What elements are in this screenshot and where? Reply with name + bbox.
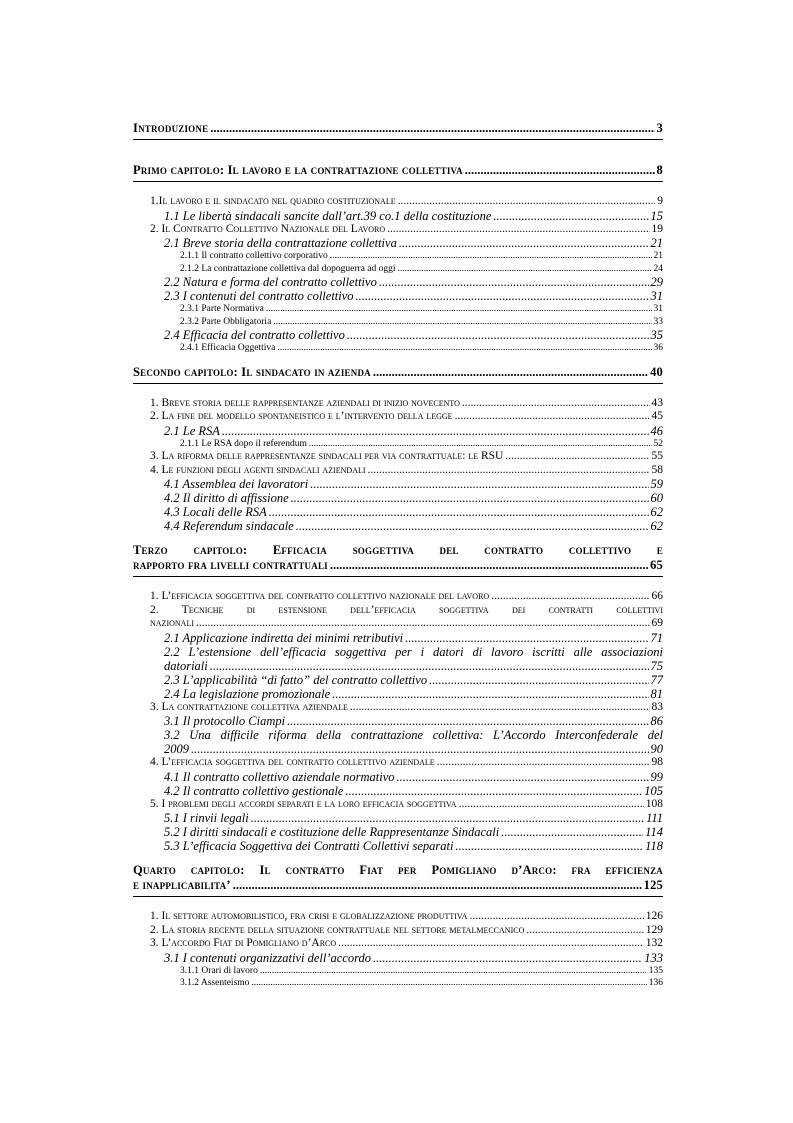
toc-entry-first-line: Quarto capitolo: Il contratto Fiat per Pomigliano d’Arco: fra efficienza (133, 863, 663, 877)
toc-entry-label: rapporto fra livelli contrattuali (133, 558, 328, 572)
toc-entry-page: 81 (650, 686, 663, 701)
toc-entry-page: 43 (651, 396, 663, 409)
toc-entry-page: 65 (650, 558, 663, 572)
toc-entry-page: 59 (650, 477, 663, 491)
dot-leader (309, 438, 652, 451)
toc-entry-page: 31 (650, 289, 663, 303)
toc-entry (133, 673, 663, 687)
dot-leader (251, 811, 644, 825)
toc-entry-page: 21 (650, 236, 663, 250)
toc-entry (133, 263, 663, 276)
toc-entry-page: 136 (648, 978, 663, 988)
toc-entry-page: 90 (650, 742, 663, 756)
toc-entry-label: Introduzione (133, 121, 209, 135)
toc-entry (133, 519, 663, 533)
toc-entry (133, 121, 663, 136)
toc-entry (133, 631, 663, 645)
dot-leader (210, 121, 654, 136)
dot-leader (459, 798, 644, 812)
dot-leader (332, 687, 648, 701)
toc-entry (133, 701, 663, 715)
dot-leader (291, 491, 649, 505)
spacer (133, 853, 663, 863)
toc-entry-page: 118 (645, 839, 663, 853)
dot-leader (505, 450, 649, 464)
dot-leader (330, 558, 648, 573)
toc-entry-label: 4.1 Il contratto collettivo aziendale normativo (164, 769, 395, 784)
toc-entry-page: 129 (645, 923, 663, 936)
dot-leader (296, 519, 649, 533)
dot-leader (260, 965, 647, 978)
toc-entry-page: 9 (657, 195, 663, 207)
toc-entry-label: Secondo capitolo: Il sindacato in azienda (133, 364, 371, 379)
toc-entry-page: 86 (650, 714, 663, 728)
toc-entry-page: 15 (650, 208, 663, 223)
dot-leader (501, 825, 643, 839)
toc-entry (133, 839, 663, 853)
toc-entry (133, 410, 663, 424)
toc-entry-page: 135 (648, 965, 663, 976)
dot-leader (405, 631, 648, 645)
dot-leader (455, 410, 650, 424)
dot-leader (469, 910, 643, 924)
toc-entry (133, 878, 663, 893)
dot-leader (368, 464, 650, 478)
toc-entry-label: 1. Breve storia delle rappresentanze aziendali di inizio novecento (150, 396, 460, 409)
toc-entry-page: 19 (651, 222, 663, 235)
toc-entry (133, 756, 663, 770)
dot-leader (266, 303, 652, 316)
toc-entry-page: 108 (645, 797, 663, 810)
toc-entry (133, 951, 663, 965)
dot-leader (330, 250, 652, 263)
toc-entry-label: e inapplicabilita’ (133, 878, 231, 892)
toc-entry-first-line: 2. Tecniche di estensione dell’efficacia soggettiva dei contratti collettivi (150, 603, 663, 616)
toc-entry-label: 2009 (164, 742, 189, 756)
toc-entry-page: 33 (653, 316, 663, 327)
toc-entry (133, 977, 663, 990)
toc-entry (133, 250, 663, 263)
dot-leader (269, 505, 649, 519)
toc-entry-label: 2.3.1 Parte Normativa (180, 304, 264, 314)
toc-entry-first-line: 2.2 L’estensione dell’efficacia soggettiva per i datori di lavoro iscritti alle associazioni (164, 644, 663, 659)
toc-entry (133, 910, 663, 924)
toc-entry (133, 316, 663, 329)
toc-entry-label: 2.2 Natura e forma del contratto collettivo (164, 275, 377, 289)
dot-leader (398, 195, 656, 209)
toc-entry-label: 3. La riforma delle rappresentanze sindacali per via contrattuale: le RSU (150, 450, 504, 462)
dot-leader (251, 977, 646, 990)
toc-entry-label: 2.1 Le RSA (164, 423, 220, 438)
spacer (133, 153, 663, 163)
toc-entry-label: 1. L’efficacia soggettiva del contratto collettivo nazionale del lavoro (150, 590, 490, 602)
toc-entry-page: 35 (650, 328, 663, 342)
toc-entry-page: 132 (645, 937, 663, 949)
toc-entry-page: 31 (653, 304, 663, 314)
toc-entry-first-line: Terzo capitolo: Efficacia soggettiva del contratto collettivo e (133, 543, 663, 557)
toc-entry (133, 742, 663, 756)
dot-leader (191, 742, 649, 756)
toc-entry (133, 342, 663, 355)
toc-entry (133, 328, 663, 342)
dot-leader (350, 701, 650, 715)
dot-leader (310, 477, 648, 491)
dot-leader (373, 365, 648, 380)
toc-entry-page: 111 (646, 811, 663, 825)
toc-entry-label: 2. La storia recente della situazione contrattuale nel settore metalmeccanico (150, 923, 525, 936)
toc-entry (133, 163, 663, 178)
toc-entry-page: 133 (644, 950, 663, 965)
toc-entry-label: 2.4 Efficacia del contratto collettivo (164, 328, 345, 342)
dot-leader (356, 289, 649, 303)
dot-leader (196, 617, 650, 631)
toc-entry-page: 21 (653, 251, 663, 261)
toc-entry-label: 1.Il lavoro e il sindacato nel quadro costituzionale (150, 195, 396, 207)
toc-entry-page: 105 (644, 783, 663, 798)
toc-entry-page: 55 (651, 450, 663, 462)
toc-entry-label: 4.3 Locali delle RSA (164, 505, 267, 519)
toc-entry-label: 4.2 Il diritto di affissione (164, 491, 289, 505)
toc-entry (133, 825, 663, 839)
spacer (133, 140, 663, 153)
toc-entry-label: 2.4.1 Efficacia Oggettiva (180, 343, 276, 353)
toc-entry-label: 5.2 I diritti sindacali e costituzione delle Rappresentanze Sindacali (164, 825, 500, 839)
toc-entry (133, 558, 663, 573)
dot-leader (277, 342, 651, 355)
toc-entry-label: 4.1 Assemblea dei lavoratori (164, 477, 309, 491)
toc-entry-label: 3. La contrattazione collettiva aziendale (150, 700, 348, 713)
toc-entry-page: 71 (650, 630, 663, 645)
toc-entry (133, 450, 663, 464)
toc-entry-page: 66 (651, 590, 663, 602)
toc-entry (133, 937, 663, 951)
toc-entry (133, 195, 663, 209)
toc-entry-page: 98 (651, 756, 663, 768)
toc-entry-page: 46 (650, 423, 663, 438)
toc-entry-page: 40 (650, 364, 663, 379)
toc-entry-label: 4. L’efficacia soggettiva del contratto collettivo aziendale (150, 756, 435, 768)
toc-entry-label: 2.1 Applicazione indiretta dei minimi retributivi (164, 630, 404, 645)
toc-entry-page: 8 (656, 163, 663, 177)
toc-entry (133, 236, 663, 250)
toc-entry-label: 3.1.1 Orari di lavoro (180, 965, 258, 976)
toc-entry-label: 5.1 I rinvii legali (164, 811, 249, 825)
toc-entry (133, 714, 663, 728)
spacer (133, 897, 663, 910)
toc-entry-label: 2.4 La legislazione promozionale (164, 686, 331, 701)
dot-leader (429, 673, 648, 687)
toc-entry-page: 83 (651, 700, 663, 713)
dot-leader (345, 784, 642, 798)
dot-leader (398, 263, 652, 276)
toc-entry-label: 2.1 Breve storia della contrattazione collettiva (164, 236, 397, 250)
dot-leader (273, 316, 651, 329)
toc-entry-label: 3. L’accordo Fiat di Pomigliano d’Arco (150, 937, 337, 949)
toc-entry-page: 99 (650, 769, 663, 784)
dot-leader (399, 236, 649, 250)
toc-entry (133, 965, 663, 978)
spacer (133, 182, 663, 195)
spacer (133, 533, 663, 543)
toc-entry-page: 3 (656, 121, 663, 135)
toc-entry-label: datoriali (164, 658, 208, 673)
toc-entry (133, 798, 663, 812)
toc-entry-page: 77 (650, 672, 663, 687)
dot-leader (210, 659, 649, 673)
toc-entry-label: 4.2 Il contratto collettivo gestionale (164, 783, 344, 798)
toc-entry-label: 2. La fine del modello spontaneistico e l’intervento della legge (150, 410, 453, 422)
dot-leader (491, 590, 649, 604)
toc-entry (133, 477, 663, 491)
table-of-contents (133, 121, 663, 990)
toc-entry (133, 491, 663, 505)
toc-entry-label: Primo capitolo: Il lavoro e la contrattazione collettiva (133, 163, 463, 177)
toc-entry-page: 62 (650, 505, 663, 519)
toc-entry (133, 223, 663, 237)
toc-entry (133, 811, 663, 825)
dot-leader (347, 328, 649, 342)
toc-entry (133, 289, 663, 303)
toc-entry (133, 784, 663, 798)
spacer (133, 577, 663, 590)
toc-entry (133, 659, 663, 673)
toc-entry-first-line: 3.2 Una difficile riforma della contrattazione collettiva: L’Accordo Interconfederale del (164, 728, 663, 742)
toc-entry-page: 52 (653, 438, 663, 449)
toc-entry-label: 2.1.2 La contrattazione collettiva dal dopoguerra ad oggi (180, 263, 396, 274)
toc-entry-label: 2.3 I contenuti del contratto collettivo (164, 289, 354, 303)
toc-entry-label: 2.3 L’applicabilità “di fatto” del contratto collettivo (164, 672, 428, 687)
toc-entry-page: 60 (650, 491, 663, 505)
toc-entry-page: 29 (650, 275, 663, 289)
toc-entry-label: 1.1 Le libertà sindacali sancite dall’art.39 co.1 della costituzione (164, 208, 492, 223)
spacer (133, 355, 663, 365)
toc-entry (133, 590, 663, 604)
toc-entry-label: 5. I problemi degli accordi separati e la loro efficacia soggettiva (150, 797, 457, 810)
toc-entry-label: 2.1.1 Il contratto collettivo corporativo (180, 251, 328, 261)
dot-leader (526, 924, 643, 938)
toc-entry-page: 58 (651, 463, 663, 476)
toc-entry (133, 924, 663, 938)
toc-entry (133, 275, 663, 289)
toc-entry (133, 687, 663, 701)
dot-leader (222, 424, 649, 438)
toc-entry-page: 125 (643, 878, 663, 892)
toc-entry-page: 36 (653, 343, 663, 353)
toc-entry (133, 303, 663, 316)
dot-leader (455, 839, 643, 853)
toc-entry-label: 3.1 Il protocollo Ciampi (164, 714, 286, 728)
toc-entry (133, 209, 663, 223)
toc-entry (133, 464, 663, 478)
dot-leader (373, 951, 642, 965)
dot-leader (338, 937, 644, 951)
toc-entry-label: 2.3.2 Parte Obbligatoria (180, 316, 272, 327)
toc-entry-label: 3.1 I contenuti organizzativi dell’accordo (164, 950, 372, 965)
toc-entry-page: 69 (651, 617, 663, 629)
toc-entry-page: 62 (650, 519, 663, 533)
toc-entry-page: 45 (651, 410, 663, 422)
toc-entry-label: 5.3 L’efficacia Soggettiva dei Contratti Collettivi separati (164, 839, 454, 853)
dot-leader (437, 756, 650, 770)
dot-leader (397, 770, 649, 784)
dot-leader (465, 163, 655, 178)
dot-leader (462, 397, 650, 411)
dot-leader (493, 209, 648, 223)
toc-entry-label: 4.4 Referendum sindacale (164, 519, 294, 533)
toc-entry-label: 2.1.1 Le RSA dopo il referendum (180, 438, 307, 449)
toc-entry (133, 438, 663, 451)
dot-leader (379, 275, 649, 289)
spacer (133, 384, 663, 397)
toc-entry-label: 4. Le funzioni degli agenti sindacali aziendali (150, 463, 366, 476)
toc-entry-page: 126 (645, 910, 663, 922)
toc-entry-page: 114 (645, 825, 663, 839)
toc-entry-label: nazionali (150, 617, 194, 629)
toc-entry (133, 397, 663, 411)
toc-entry-label: 2. Il Contratto Collettivo Nazionale del Lavoro (150, 222, 386, 235)
dot-leader (287, 714, 648, 728)
toc-entry-page: 75 (650, 658, 663, 673)
toc-entry (133, 365, 663, 380)
toc-entry-page: 24 (653, 263, 663, 274)
dot-leader (233, 878, 642, 893)
toc-entry-label: 1. Il settore automobilistico, fra crisi e globalizzazione produttiva (150, 910, 468, 922)
toc-entry-label: 3.1.2 Assenteismo (180, 978, 250, 988)
dot-leader (387, 223, 649, 237)
toc-entry (133, 505, 663, 519)
toc-entry (133, 617, 663, 631)
toc-entry (133, 424, 663, 438)
toc-entry (133, 770, 663, 784)
